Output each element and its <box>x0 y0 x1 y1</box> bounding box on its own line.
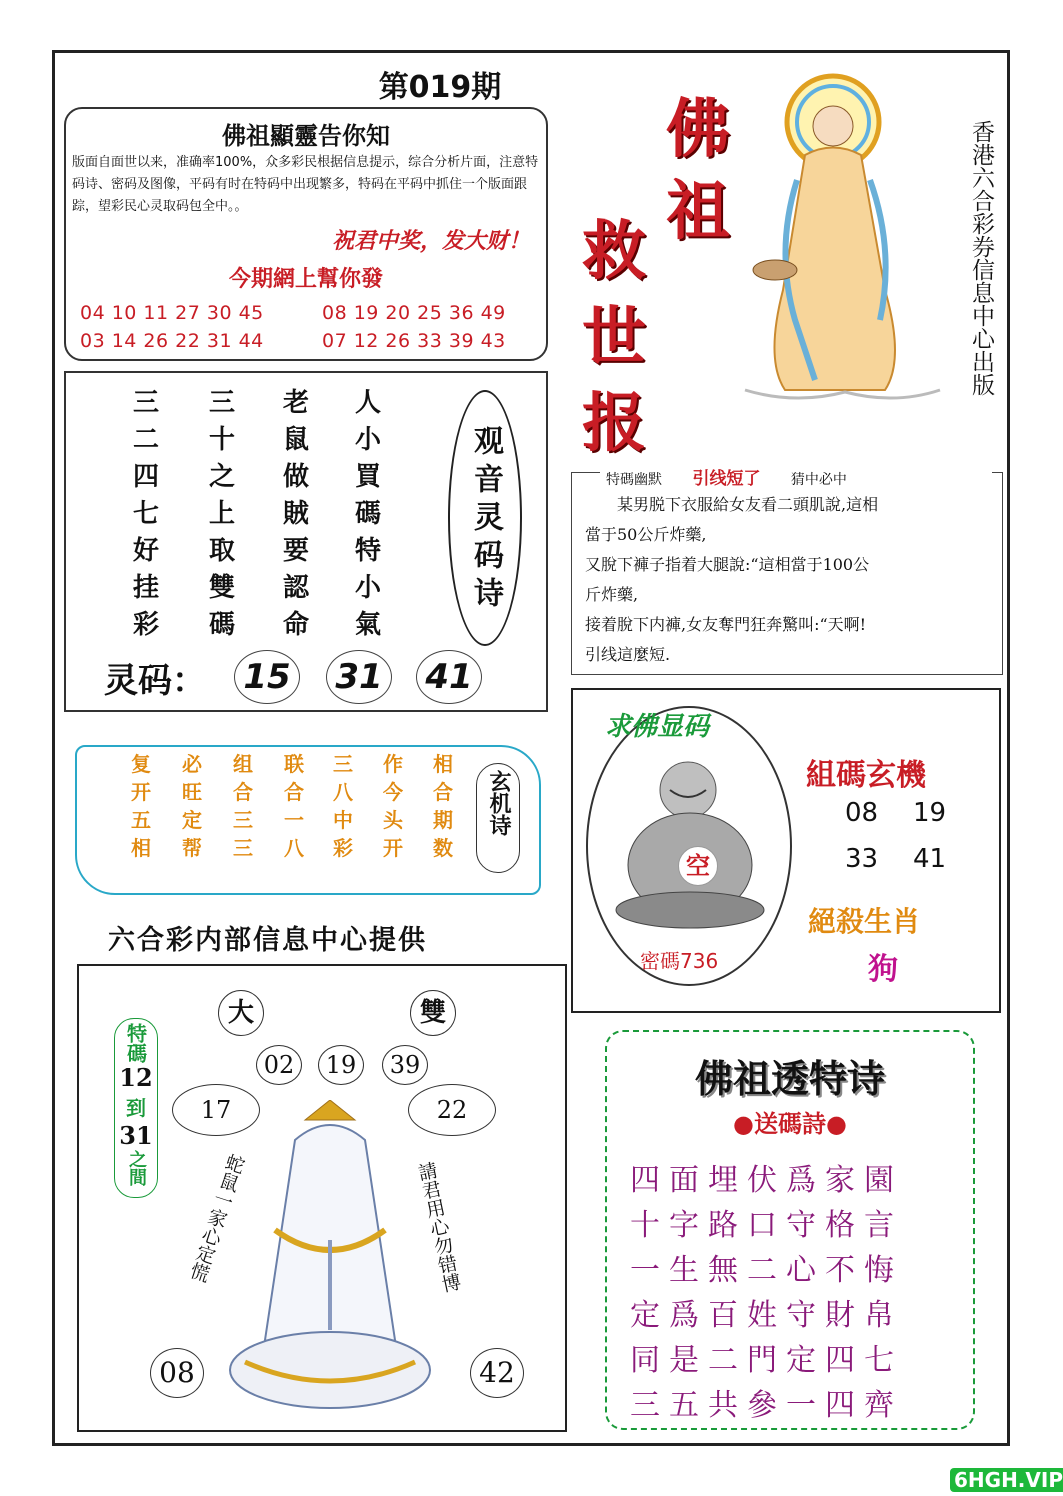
xuanji-char: 必 <box>182 752 202 776</box>
title-char-1: 佛 <box>666 92 730 167</box>
top-number: 02 <box>256 1045 302 1085</box>
bullet-dot-icon: ● <box>826 1109 847 1138</box>
publisher-vertical: 香港六合彩券信息中心出版 <box>968 120 994 396</box>
poem1-char: 命 <box>282 610 309 640</box>
joke-head-right: 猜中必中 <box>790 472 847 488</box>
xuanji-col-2 <box>177 750 207 862</box>
joke-head-left: 特碼幽默 <box>606 472 662 488</box>
bottom-left-number: 08 <box>150 1348 204 1398</box>
guanyin-standing-illustration <box>735 60 950 420</box>
foozu-poem-line: 四面埋伏爲家園 <box>630 1163 903 1198</box>
xuanji-char: 头 <box>383 808 403 832</box>
lingma-label: 灵码： <box>104 661 206 701</box>
poem1-char: 鼠 <box>282 425 309 455</box>
seek-buddha-text: 求佛显码 <box>605 712 710 742</box>
poem1-char: 買 <box>354 462 381 492</box>
poem1-char: 小 <box>354 573 381 603</box>
tema-end: 之間 <box>126 1150 147 1186</box>
poem1-char: 之 <box>208 462 235 492</box>
poem1-char: 挂 <box>132 573 159 603</box>
big-badge: 大 <box>218 990 264 1036</box>
xuanji-col-1 <box>126 750 156 862</box>
poem1-char: 認 <box>282 573 309 603</box>
poem1-char: 好 <box>132 536 159 566</box>
xuanji-char: 一 <box>284 808 304 832</box>
poem1-char: 人 <box>354 388 381 418</box>
poem1-char: 上 <box>208 499 235 529</box>
joke-line: 又脫下褲子指着大腿說:“這相當于100公 <box>585 555 870 574</box>
left-verse: 蛇鼠一家心定慌 <box>185 1150 248 1285</box>
poem1-char: 三 <box>132 388 159 418</box>
lingma-number: 15 <box>234 650 300 704</box>
secret-code: 密碼736 <box>640 949 719 973</box>
poem1-char: 老 <box>282 388 309 418</box>
xuanji-char: 三 <box>233 808 253 832</box>
title-char-2: 祖 <box>666 174 730 249</box>
zuma-number: 08 <box>845 798 879 828</box>
xuanji-char: 相 <box>433 752 453 776</box>
xuanji-char: 组 <box>233 752 253 776</box>
poem1-char: 二 <box>132 425 159 455</box>
top-number: 19 <box>318 1045 364 1085</box>
foozu-poem-line: 三五共參一四齊 <box>630 1388 903 1423</box>
tema-label: 特碼 <box>123 1023 148 1063</box>
kong-badge: 空 <box>678 846 718 886</box>
special-code-tag <box>114 1018 158 1198</box>
site-watermark: 6HGH.VIP <box>950 1468 1063 1492</box>
foozu-poem-line: 同是二門定四七 <box>630 1343 903 1378</box>
right-verse: 請君用心勿错博 <box>413 1159 463 1295</box>
xuanji-col-4 <box>279 750 309 862</box>
xuanji-col-6 <box>378 750 408 862</box>
xuanji-char: 合 <box>433 780 453 804</box>
xuanji-char: 合 <box>233 780 253 804</box>
tema-from: 12 <box>119 1063 153 1092</box>
slogan: 祝君中奖，发大财！ <box>331 229 530 254</box>
joke-line: 斤炸藥, <box>585 585 639 604</box>
tema-to: 31 <box>119 1121 153 1150</box>
joke-line: 引线這麼短. <box>585 645 671 664</box>
xuanji-label-text: 玄机诗 <box>486 770 511 836</box>
xuanji-char: 八 <box>333 780 353 804</box>
joke-header <box>600 464 992 489</box>
xuanji-col-3 <box>228 750 258 862</box>
foozu-poem-subtitle <box>605 1104 975 1139</box>
kill-zodiac-title: 絕殺生肖 <box>808 905 921 938</box>
joke-line: 接着脫下内褲,女友奪門狂奔驚叫:“天啊! <box>585 615 867 634</box>
xuanji-char: 作 <box>383 752 403 776</box>
xuanji-col-7 <box>428 750 458 862</box>
xuanji-char: 八 <box>284 836 304 860</box>
xuanji-char: 合 <box>284 780 304 804</box>
xuanji-char: 今 <box>383 780 403 804</box>
left-oval-number: 17 <box>172 1084 260 1136</box>
foozu-poem-line: 一生無二心不悔 <box>630 1253 903 1288</box>
xuanji-char: 开 <box>383 836 403 860</box>
xuanji-char: 定 <box>182 808 202 832</box>
poem1-col-1 <box>126 385 166 644</box>
foozu-poem-line: 十字路口守格言 <box>630 1208 903 1243</box>
announcement-title: 佛祖顯靈告你知 <box>222 121 390 150</box>
poem1-col-2 <box>202 385 242 644</box>
number-row-1-right: 08 19 20 25 36 49 <box>322 302 506 324</box>
poem1-char: 做 <box>282 462 309 492</box>
zuma-number: 19 <box>913 798 947 828</box>
laughing-buddha-illustration <box>610 750 770 930</box>
poem1-char: 取 <box>208 536 235 566</box>
kill-zodiac-value: 狗 <box>868 952 898 987</box>
poem1-char: 特 <box>354 536 381 566</box>
number-row-1-left: 04 10 11 27 30 45 <box>80 302 264 324</box>
xuanji-char: 三 <box>233 836 253 860</box>
joke-line: 當于50公斤炸藥, <box>585 525 707 544</box>
tema-to-word: 到 <box>126 1096 146 1120</box>
foozu-poem-subtitle-text: 送碼詩 <box>754 1109 826 1138</box>
zuma-title: 組碼玄機 <box>806 758 926 793</box>
lingma-number: 41 <box>416 650 482 704</box>
online-subtitle: 今期網上幫你發 <box>228 266 383 292</box>
xuanji-char: 中 <box>333 808 353 832</box>
lingma-number: 31 <box>326 650 392 704</box>
xuanji-char: 复 <box>131 752 151 776</box>
guanyin-seated-illustration <box>225 1100 435 1420</box>
xuanji-char: 彩 <box>333 836 353 860</box>
poem1-char: 彩 <box>132 610 159 640</box>
xuanji-col-5 <box>328 750 358 862</box>
right-oval-number: 22 <box>408 1084 496 1136</box>
title-char-3: 救 <box>582 214 646 289</box>
poem1-char: 氣 <box>354 610 381 640</box>
poem1-char: 小 <box>354 425 381 455</box>
zuma-number: 33 <box>845 844 879 874</box>
poem1-char: 賊 <box>282 499 309 529</box>
zuma-number: 41 <box>913 844 947 874</box>
top-number: 39 <box>382 1045 428 1085</box>
poem1-col-3 <box>276 385 316 644</box>
issue-number: 第019期 <box>378 70 502 105</box>
foozu-poem-title: 佛祖透特诗 <box>694 1056 885 1101</box>
poem1-label-text: 观音灵码诗 <box>468 425 503 615</box>
joke-body <box>585 490 999 670</box>
xuanji-char: 数 <box>433 836 453 860</box>
poem1-char: 碼 <box>354 499 381 529</box>
double-badge: 雙 <box>410 990 456 1036</box>
number-row-2-right: 07 12 26 33 39 43 <box>322 330 506 352</box>
poem1-col-4 <box>348 385 388 644</box>
joke-head-mid: 引线短了 <box>692 469 761 489</box>
poem1-char: 要 <box>282 536 309 566</box>
poem1-char: 七 <box>132 499 159 529</box>
xuanji-char: 期 <box>433 808 453 832</box>
foozu-poem-line: 定爲百姓守財帛 <box>630 1298 903 1333</box>
title-char-5: 报 <box>582 386 646 461</box>
bullet-dot-icon: ● <box>733 1109 754 1138</box>
xuanji-char: 联 <box>284 752 304 776</box>
poem1-char: 雙 <box>208 573 235 603</box>
bottom-right-number: 42 <box>470 1348 524 1398</box>
xuanji-char: 三 <box>333 752 353 776</box>
poem1-char: 碼 <box>208 610 235 640</box>
xuanji-char: 旺 <box>182 780 202 804</box>
poem1-label <box>448 410 522 630</box>
xuanji-char: 五 <box>131 808 151 832</box>
poem1-char: 四 <box>132 462 159 492</box>
poem1-char: 三 <box>208 388 235 418</box>
title-char-4: 世 <box>582 300 646 375</box>
xuanji-label <box>476 763 520 873</box>
xuanji-char: 相 <box>131 836 151 860</box>
provider-line: 六合彩内部信息中心提供 <box>108 925 427 956</box>
xuanji-char: 开 <box>131 780 151 804</box>
joke-line: 某男脱下衣服給女友看二頭肌說,這相 <box>617 495 879 514</box>
announcement-body: 版面自面世以来，准确率100%，众多彩民根据信息提示，综合分析片面，注意特码诗、密码及图像，平码有时在特码中出现繁多，特码在平码中抓住一个版面跟踪，望彩民心灵取码包全中。。 <box>72 155 539 214</box>
number-row-2-left: 03 14 26 22 31 44 <box>80 330 264 352</box>
xuanji-char: 帮 <box>182 836 202 860</box>
poem1-char: 十 <box>208 425 235 455</box>
